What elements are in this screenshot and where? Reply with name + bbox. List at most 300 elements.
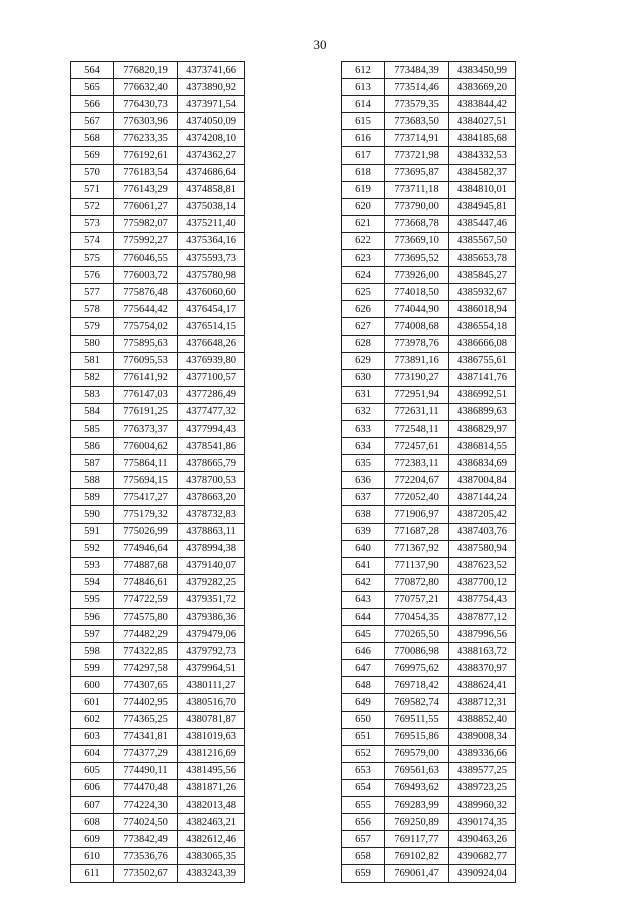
- table-row: [342, 660, 516, 677]
- coord-x-cell: 770872,80: [385, 574, 449, 591]
- table-row: [342, 215, 516, 232]
- coord-y-cell: 4381495,56: [178, 762, 245, 779]
- coord-y-cell: 4389008,34: [449, 728, 516, 745]
- coord-x-cell: 775982,07: [114, 215, 178, 232]
- coord-x-cell: 776046,55: [114, 250, 178, 267]
- table-row: [342, 181, 516, 198]
- coord-x-cell: 776147,03: [114, 386, 178, 403]
- coord-x-cell: 772631,11: [385, 403, 449, 420]
- point-number-cell: 578: [71, 301, 114, 318]
- coord-x-cell: 771367,92: [385, 540, 449, 557]
- point-number-cell: 659: [342, 865, 385, 882]
- coord-y-cell: 4383844,42: [449, 96, 516, 113]
- coord-x-cell: 770265,50: [385, 626, 449, 643]
- point-number-cell: 598: [71, 643, 114, 660]
- table-row: [342, 267, 516, 284]
- coord-y-cell: 4389723,25: [449, 779, 516, 796]
- coord-x-cell: 776003,72: [114, 267, 178, 284]
- point-number-cell: 607: [71, 797, 114, 814]
- table-row: [71, 848, 245, 865]
- coord-y-cell: 4387580,94: [449, 540, 516, 557]
- point-number-cell: 619: [342, 181, 385, 198]
- point-number-cell: 655: [342, 797, 385, 814]
- coord-y-cell: 4384027,51: [449, 113, 516, 130]
- point-number-cell: 621: [342, 215, 385, 232]
- point-number-cell: 657: [342, 831, 385, 848]
- coord-x-cell: 773669,10: [385, 232, 449, 249]
- table-row: [342, 677, 516, 694]
- coord-y-cell: 4378541,86: [178, 438, 245, 455]
- coord-x-cell: 769250,89: [385, 814, 449, 831]
- coord-y-cell: 4373890,92: [178, 79, 245, 96]
- table-row: [342, 130, 516, 147]
- coord-y-cell: 4386834,69: [449, 455, 516, 472]
- coord-y-cell: 4388712,31: [449, 694, 516, 711]
- point-number-cell: 594: [71, 574, 114, 591]
- table-row: [342, 403, 516, 420]
- coord-x-cell: 769117,77: [385, 831, 449, 848]
- point-number-cell: 628: [342, 335, 385, 352]
- coord-x-cell: 771906,97: [385, 506, 449, 523]
- table-row: [342, 643, 516, 660]
- coord-x-cell: 776141,92: [114, 369, 178, 386]
- point-number-cell: 636: [342, 472, 385, 489]
- point-number-cell: 639: [342, 523, 385, 540]
- coord-y-cell: 4386814,55: [449, 438, 516, 455]
- table-row: [71, 386, 245, 403]
- coord-y-cell: 4385567,50: [449, 232, 516, 249]
- point-number-cell: 626: [342, 301, 385, 318]
- point-number-cell: 632: [342, 403, 385, 420]
- coord-y-cell: 4380781,87: [178, 711, 245, 728]
- table-row: [71, 284, 245, 301]
- coord-y-cell: 4376454,17: [178, 301, 245, 318]
- table-row: [342, 506, 516, 523]
- coord-y-cell: 4384582,37: [449, 164, 516, 181]
- table-row: [342, 386, 516, 403]
- coord-x-cell: 775417,27: [114, 489, 178, 506]
- coord-x-cell: 773891,16: [385, 352, 449, 369]
- coord-x-cell: 775754,02: [114, 318, 178, 335]
- table-row: [342, 438, 516, 455]
- table-row: [342, 574, 516, 591]
- coord-y-cell: 4384810,01: [449, 181, 516, 198]
- coord-x-cell: 773502,67: [114, 865, 178, 882]
- table-row: [71, 267, 245, 284]
- coord-y-cell: 4379140,07: [178, 557, 245, 574]
- point-number-cell: 613: [342, 79, 385, 96]
- coord-x-cell: 776004,62: [114, 438, 178, 455]
- coord-x-cell: 776632,40: [114, 79, 178, 96]
- coord-x-cell: 769718,42: [385, 677, 449, 694]
- coord-x-cell: 774575,80: [114, 609, 178, 626]
- point-number-cell: 620: [342, 198, 385, 215]
- point-number-cell: 596: [71, 609, 114, 626]
- coord-y-cell: 4377286,49: [178, 386, 245, 403]
- point-number-cell: 584: [71, 403, 114, 420]
- coord-x-cell: 775644,42: [114, 301, 178, 318]
- point-number-cell: 608: [71, 814, 114, 831]
- coord-x-cell: 772548,11: [385, 420, 449, 437]
- point-number-cell: 633: [342, 420, 385, 437]
- point-number-cell: 592: [71, 540, 114, 557]
- coord-y-cell: 4375038,14: [178, 198, 245, 215]
- coord-x-cell: 774365,25: [114, 711, 178, 728]
- table-row: [342, 745, 516, 762]
- coord-y-cell: 4376939,80: [178, 352, 245, 369]
- coord-x-cell: 774887,68: [114, 557, 178, 574]
- coordinates-table-right-body: [342, 62, 516, 883]
- point-number-cell: 623: [342, 250, 385, 267]
- coord-y-cell: 4379792,73: [178, 643, 245, 660]
- point-number-cell: 606: [71, 779, 114, 796]
- coord-x-cell: 774402,95: [114, 694, 178, 711]
- point-number-cell: 590: [71, 506, 114, 523]
- coord-x-cell: 773790,00: [385, 198, 449, 215]
- coord-y-cell: 4374686,64: [178, 164, 245, 181]
- point-number-cell: 615: [342, 113, 385, 130]
- coord-y-cell: 4380516,70: [178, 694, 245, 711]
- coord-x-cell: 774946,64: [114, 540, 178, 557]
- coord-y-cell: 4387754,43: [449, 591, 516, 608]
- point-number-cell: 656: [342, 814, 385, 831]
- table-row: [342, 335, 516, 352]
- point-number-cell: 602: [71, 711, 114, 728]
- table-row: [71, 96, 245, 113]
- table-row: [342, 284, 516, 301]
- coord-y-cell: 4387144,24: [449, 489, 516, 506]
- coord-x-cell: 775179,32: [114, 506, 178, 523]
- table-row: [71, 403, 245, 420]
- table-row: [71, 694, 245, 711]
- table-row: [71, 318, 245, 335]
- coord-y-cell: 4373971,54: [178, 96, 245, 113]
- point-number-cell: 618: [342, 164, 385, 181]
- table-row: [71, 523, 245, 540]
- coord-x-cell: 774018,50: [385, 284, 449, 301]
- point-number-cell: 616: [342, 130, 385, 147]
- coord-y-cell: 4387996,56: [449, 626, 516, 643]
- table-row: [342, 96, 516, 113]
- table-row: [342, 797, 516, 814]
- coord-y-cell: 4376060,60: [178, 284, 245, 301]
- coord-y-cell: 4385447,46: [449, 215, 516, 232]
- table-row: [342, 728, 516, 745]
- coord-x-cell: 775992,27: [114, 232, 178, 249]
- point-number-cell: 642: [342, 574, 385, 591]
- coord-x-cell: 776095,53: [114, 352, 178, 369]
- coord-y-cell: 4378994,38: [178, 540, 245, 557]
- point-number-cell: 600: [71, 677, 114, 694]
- table-row: [71, 831, 245, 848]
- point-number-cell: 565: [71, 79, 114, 96]
- coord-y-cell: 4379479,06: [178, 626, 245, 643]
- point-number-cell: 579: [71, 318, 114, 335]
- coord-y-cell: 4382463,21: [178, 814, 245, 831]
- table-row: [342, 62, 516, 79]
- table-row: [71, 352, 245, 369]
- coord-x-cell: 776233,35: [114, 130, 178, 147]
- coord-x-cell: 776183,54: [114, 164, 178, 181]
- coord-x-cell: 773695,87: [385, 164, 449, 181]
- table-row: [71, 677, 245, 694]
- coord-y-cell: 4378665,79: [178, 455, 245, 472]
- point-number-cell: 612: [342, 62, 385, 79]
- point-number-cell: 611: [71, 865, 114, 882]
- coord-y-cell: 4387141,76: [449, 369, 516, 386]
- point-number-cell: 635: [342, 455, 385, 472]
- point-number-cell: 575: [71, 250, 114, 267]
- coord-x-cell: 773683,50: [385, 113, 449, 130]
- coord-x-cell: 769283,99: [385, 797, 449, 814]
- coord-x-cell: 773842,49: [114, 831, 178, 848]
- coord-x-cell: 769515,86: [385, 728, 449, 745]
- table-row: [71, 865, 245, 882]
- coord-x-cell: 772951,94: [385, 386, 449, 403]
- coord-y-cell: 4390682,77: [449, 848, 516, 865]
- point-number-cell: 576: [71, 267, 114, 284]
- table-row: [71, 147, 245, 164]
- table-row: [71, 779, 245, 796]
- coord-y-cell: 4387403,76: [449, 523, 516, 540]
- point-number-cell: 645: [342, 626, 385, 643]
- coord-y-cell: 4386992,51: [449, 386, 516, 403]
- table-row: [71, 626, 245, 643]
- coord-x-cell: 771137,90: [385, 557, 449, 574]
- table-row: [342, 472, 516, 489]
- coord-y-cell: 4385932,67: [449, 284, 516, 301]
- coord-x-cell: 774024,50: [114, 814, 178, 831]
- point-number-cell: 654: [342, 779, 385, 796]
- point-number-cell: 640: [342, 540, 385, 557]
- table-row: [71, 643, 245, 660]
- coord-y-cell: 4377994,43: [178, 420, 245, 437]
- point-number-cell: 564: [71, 62, 114, 79]
- point-number-cell: 585: [71, 420, 114, 437]
- coord-x-cell: 776373,37: [114, 420, 178, 437]
- coord-x-cell: 769493,62: [385, 779, 449, 796]
- coord-y-cell: 4378863,11: [178, 523, 245, 540]
- coord-y-cell: 4388852,40: [449, 711, 516, 728]
- table-row: [342, 865, 516, 882]
- coord-y-cell: 4385845,27: [449, 267, 516, 284]
- table-row: [71, 797, 245, 814]
- point-number-cell: 631: [342, 386, 385, 403]
- table-row: [71, 232, 245, 249]
- table-row: [71, 250, 245, 267]
- table-row: [71, 62, 245, 79]
- coord-y-cell: 4376648,26: [178, 335, 245, 352]
- coord-y-cell: 4379351,72: [178, 591, 245, 608]
- table-row: [342, 694, 516, 711]
- point-number-cell: 622: [342, 232, 385, 249]
- table-row: [71, 420, 245, 437]
- table-row: [71, 369, 245, 386]
- coord-y-cell: 4380111,27: [178, 677, 245, 694]
- coord-x-cell: 769975,62: [385, 660, 449, 677]
- coord-y-cell: 4388163,72: [449, 643, 516, 660]
- coord-x-cell: 774482,29: [114, 626, 178, 643]
- coord-x-cell: 769061,47: [385, 865, 449, 882]
- table-row: [342, 420, 516, 437]
- point-number-cell: 569: [71, 147, 114, 164]
- table-row: [342, 455, 516, 472]
- coord-y-cell: 4387205,42: [449, 506, 516, 523]
- table-row: [71, 489, 245, 506]
- table-row: [71, 455, 245, 472]
- coord-x-cell: 776192,61: [114, 147, 178, 164]
- coord-y-cell: 4388624,41: [449, 677, 516, 694]
- point-number-cell: 610: [71, 848, 114, 865]
- table-row: [71, 540, 245, 557]
- coord-x-cell: 775694,15: [114, 472, 178, 489]
- coord-y-cell: 4387877,12: [449, 609, 516, 626]
- table-row: [71, 301, 245, 318]
- coord-x-cell: 769582,74: [385, 694, 449, 711]
- coord-x-cell: 773536,76: [114, 848, 178, 865]
- point-number-cell: 566: [71, 96, 114, 113]
- coord-y-cell: 4386899,63: [449, 403, 516, 420]
- coord-x-cell: 776430,73: [114, 96, 178, 113]
- coord-y-cell: 4375780,98: [178, 267, 245, 284]
- coordinates-table-right: [341, 61, 516, 883]
- coord-y-cell: 4390463,26: [449, 831, 516, 848]
- point-number-cell: 646: [342, 643, 385, 660]
- coord-x-cell: 776820,19: [114, 62, 178, 79]
- point-number-cell: 580: [71, 335, 114, 352]
- point-number-cell: 597: [71, 626, 114, 643]
- coord-x-cell: 773695,52: [385, 250, 449, 267]
- coord-x-cell: 772204,67: [385, 472, 449, 489]
- point-number-cell: 589: [71, 489, 114, 506]
- point-number-cell: 570: [71, 164, 114, 181]
- coord-x-cell: 769102,82: [385, 848, 449, 865]
- table-row: [71, 557, 245, 574]
- coord-x-cell: 773978,76: [385, 335, 449, 352]
- coord-x-cell: 769511,55: [385, 711, 449, 728]
- point-number-cell: 599: [71, 660, 114, 677]
- point-number-cell: 588: [71, 472, 114, 489]
- coord-x-cell: 770454,35: [385, 609, 449, 626]
- table-row: [71, 215, 245, 232]
- table-row: [342, 609, 516, 626]
- point-number-cell: 572: [71, 198, 114, 215]
- table-row: [342, 591, 516, 608]
- coord-x-cell: 773190,27: [385, 369, 449, 386]
- coord-x-cell: 769579,00: [385, 745, 449, 762]
- table-row: [342, 113, 516, 130]
- coord-y-cell: 4384185,68: [449, 130, 516, 147]
- point-number-cell: 591: [71, 523, 114, 540]
- point-number-cell: 651: [342, 728, 385, 745]
- coord-y-cell: 4373741,66: [178, 62, 245, 79]
- coord-x-cell: 772383,11: [385, 455, 449, 472]
- coord-x-cell: 774307,65: [114, 677, 178, 694]
- table-row: [342, 557, 516, 574]
- table-row: [342, 540, 516, 557]
- table-row: [342, 164, 516, 181]
- coord-y-cell: 4375364,16: [178, 232, 245, 249]
- coord-y-cell: 4375593,73: [178, 250, 245, 267]
- coord-y-cell: 4379282,25: [178, 574, 245, 591]
- coord-x-cell: 770086,98: [385, 643, 449, 660]
- coord-y-cell: 4375211,40: [178, 215, 245, 232]
- table-row: [342, 489, 516, 506]
- table-row: [342, 848, 516, 865]
- coord-x-cell: 774008,68: [385, 318, 449, 335]
- table-row: [342, 79, 516, 96]
- coord-x-cell: 774846,61: [114, 574, 178, 591]
- coord-y-cell: 4383243,39: [178, 865, 245, 882]
- table-row: [342, 318, 516, 335]
- coord-y-cell: 4374050,09: [178, 113, 245, 130]
- point-number-cell: 593: [71, 557, 114, 574]
- coord-y-cell: 4383450,99: [449, 62, 516, 79]
- page-number: 30: [313, 37, 327, 52]
- coord-x-cell: 774044,90: [385, 301, 449, 318]
- point-number-cell: 625: [342, 284, 385, 301]
- table-row: [71, 472, 245, 489]
- coord-y-cell: 4377100,57: [178, 369, 245, 386]
- table-row: [342, 762, 516, 779]
- coord-y-cell: 4389960,32: [449, 797, 516, 814]
- table-row: [71, 438, 245, 455]
- table-row: [71, 79, 245, 96]
- table-row: [71, 113, 245, 130]
- table-row: [342, 831, 516, 848]
- coord-x-cell: 776191,25: [114, 403, 178, 420]
- coord-x-cell: 769561,63: [385, 762, 449, 779]
- table-row: [71, 198, 245, 215]
- point-number-cell: 603: [71, 728, 114, 745]
- coord-y-cell: 4386554,18: [449, 318, 516, 335]
- coord-x-cell: 773579,35: [385, 96, 449, 113]
- coord-x-cell: 776303,96: [114, 113, 178, 130]
- coord-x-cell: 772052,40: [385, 489, 449, 506]
- coord-x-cell: 774297,58: [114, 660, 178, 677]
- coord-y-cell: 4374208,10: [178, 130, 245, 147]
- coord-x-cell: 775026,99: [114, 523, 178, 540]
- coord-x-cell: 773926,00: [385, 267, 449, 284]
- coord-y-cell: 4386018,94: [449, 301, 516, 318]
- table-row: [71, 711, 245, 728]
- point-number-cell: 587: [71, 455, 114, 472]
- coord-x-cell: 776143,29: [114, 181, 178, 198]
- table-row: [342, 147, 516, 164]
- point-number-cell: 568: [71, 130, 114, 147]
- coord-x-cell: 774341,81: [114, 728, 178, 745]
- table-row: [342, 711, 516, 728]
- point-number-cell: 644: [342, 609, 385, 626]
- coord-y-cell: 4390924,04: [449, 865, 516, 882]
- point-number-cell: 617: [342, 147, 385, 164]
- table-row: [342, 352, 516, 369]
- coord-y-cell: 4382612,46: [178, 831, 245, 848]
- table-row: [71, 506, 245, 523]
- point-number-cell: 581: [71, 352, 114, 369]
- coordinates-table-left: [70, 61, 245, 883]
- point-number-cell: 586: [71, 438, 114, 455]
- coord-x-cell: 771687,28: [385, 523, 449, 540]
- table-row: [342, 232, 516, 249]
- coord-x-cell: 776061,27: [114, 198, 178, 215]
- point-number-cell: 634: [342, 438, 385, 455]
- coord-x-cell: 773714,91: [385, 130, 449, 147]
- coord-y-cell: 4383065,35: [178, 848, 245, 865]
- point-number-cell: 648: [342, 677, 385, 694]
- point-number-cell: 624: [342, 267, 385, 284]
- point-number-cell: 658: [342, 848, 385, 865]
